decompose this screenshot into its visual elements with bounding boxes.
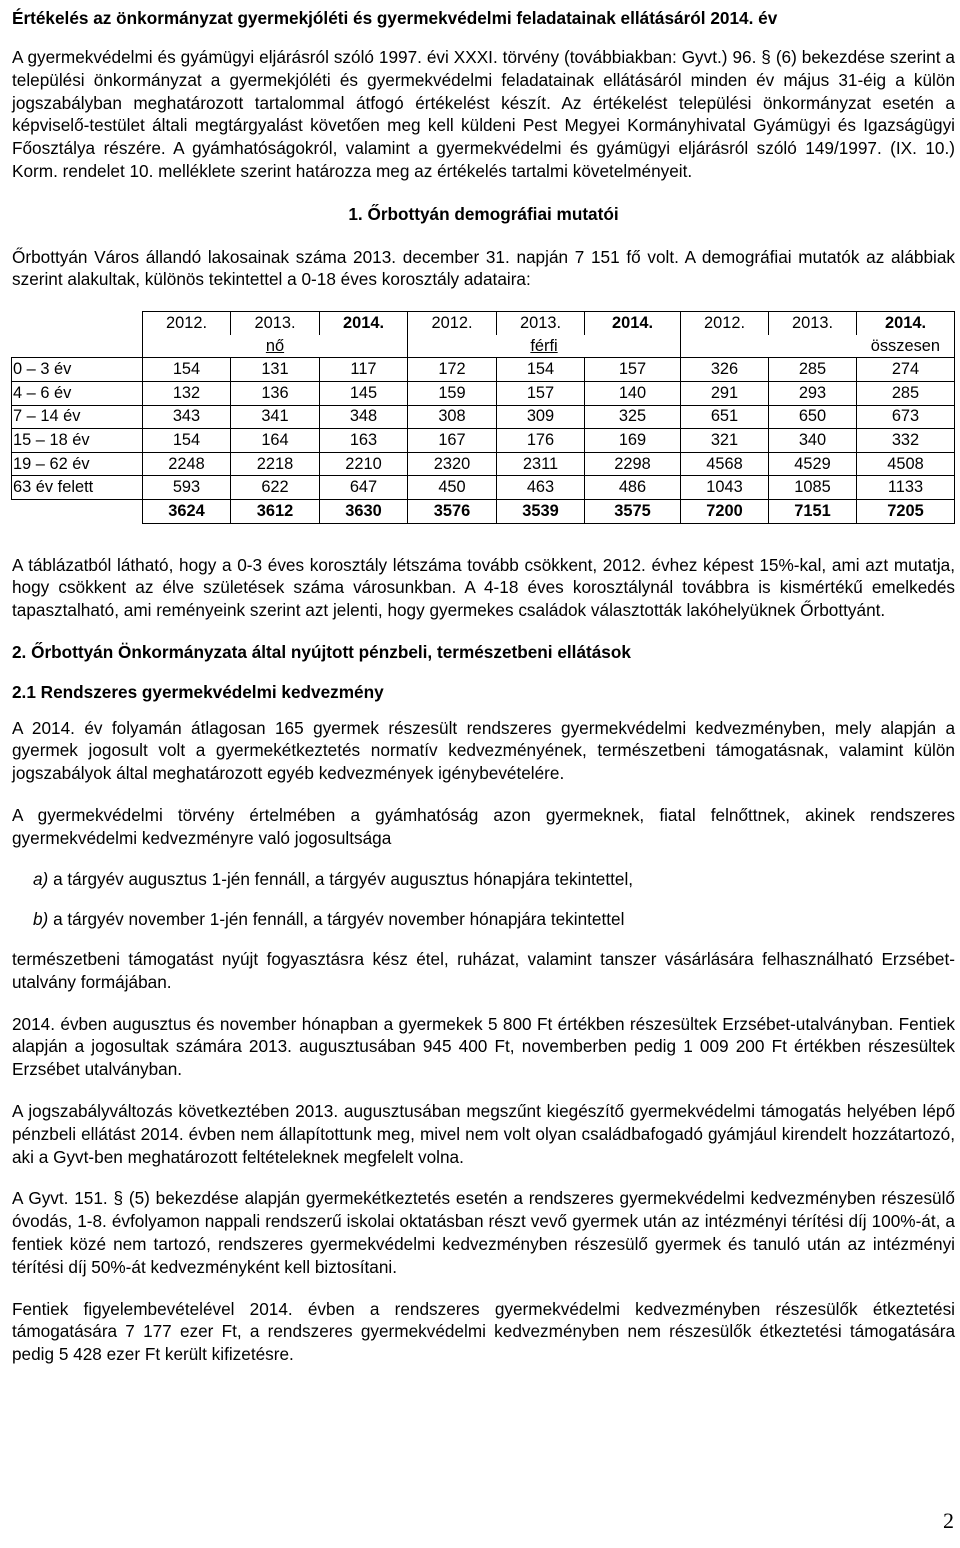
- table-row: [12, 476, 955, 500]
- row-label-cell: 63 év felett: [12, 476, 143, 500]
- table-cell: 159: [408, 381, 497, 405]
- table-cell: 1085: [769, 476, 857, 500]
- table-cell: 169: [585, 429, 681, 453]
- benefit-paragraph-4: 2014. évben augusztus és november hónapban a gyermekek 5 800 Ft értékben részesültek Erzsébet-utalványban. Fentiek alapján a jogosultak számára 2013. augusztusában 945 400 Ft, novemberben pedig 1 009 200 Ft értékben részesültek Erzsébet utalványban.: [12, 1013, 955, 1080]
- table-cell: 308: [408, 405, 497, 429]
- benefit-paragraph-6: A Gyvt. 151. § (5) bekezdése alapján gyermekétkeztetés esetén a rendszeres gyermekvédelmi kedvezményben részesülő óvodás, 1-8. évfolyamon nappali rendszerű iskolai oktatásban részt vevő gyermek után az intézményi térítési díj 100%-át, a fentiek közé nem tartozó, rendszeres gyermekvédelmi kedvezményben részesülő gyermek és tanuló után az intézményi térítési díj 50%-át kedvezményként kell biztosítani.: [12, 1188, 955, 1277]
- table-cell: 348: [320, 405, 408, 429]
- table-cell: 622: [231, 476, 320, 500]
- table-cell: 593: [143, 476, 231, 500]
- table-cell: 164: [231, 429, 320, 453]
- table-cell: 647: [320, 476, 408, 500]
- total-cell: 7200: [681, 499, 769, 523]
- row-label-cell: 15 – 18 év: [12, 429, 143, 453]
- table-cell: 309: [497, 405, 585, 429]
- table-cell: 4568: [681, 452, 769, 476]
- total-cell: 3575: [585, 499, 681, 523]
- year-header: 2013.: [769, 312, 857, 335]
- year-header: 2014.: [857, 312, 955, 335]
- table-cell: 136: [231, 381, 320, 405]
- group-header-total: összesen: [681, 335, 955, 358]
- table-cell: 154: [143, 429, 231, 453]
- table-row: [12, 429, 955, 453]
- section-1-heading: 1. Őrbottyán demográfiai mutatói: [348, 203, 619, 224]
- year-header: 2013.: [231, 312, 320, 335]
- document-title: Értékelés az önkormányzat gyermekjóléti és gyermekvédelmi feladatainak ellátásáról 2014. év: [12, 8, 778, 28]
- section-2-heading: 2. Őrbottyán Önkormányzata által nyújtott pénzbeli, természetbeni ellátások: [12, 641, 631, 662]
- total-label-cell: [12, 499, 143, 523]
- group-header-male: férfi: [408, 335, 681, 358]
- intro-paragraph: A gyermekvédelmi és gyámügyi eljárásról szóló 1997. évi XXXI. törvény (továbbiakban: Gyvt.) 96. § (6) bekezdése szerint a települési önkormányzat a gyermekjóléti és gyermekvédelmi feladatainak ellátásáról minden év május 31-éig a külön jogszabályban meghatározott tartalommal átfogó értékelést készít. Az értékelést települési önkormányzat esetén a képviselő-testület általi megtárgyalást követően meg kell küldeni Pest Megyei Kormányhivatal Gyámügyi és Igazságügyi Főosztálya részére. A gyámhatóságokról, valamint a gyermekvédelmi és gyámügyi eljárásról szóló 149/1997. (IX. 10.) Korm. rendelet 10. melléklete szerint határozza meg az értékelés tartalmi követelményeit.: [12, 47, 955, 181]
- year-header: 2014.: [585, 312, 681, 335]
- list-marker-a: a): [33, 869, 49, 890]
- table-cell: 321: [681, 429, 769, 453]
- table-analysis-paragraph: A táblázatból látható, hogy a 0-3 éves korosztály létszáma tovább csökkent, 2012. évhez képest 15%-kal, ami azt mutatja, hogy csökkent az élve születések száma városunkban. A 4-18 éves korosztálynál továbbra is kismértékű emelkedés tapasztalható, ami reményeink szerint azt jelenti, hogy gyermekes családok választották lakóhelyüknek Őrbottyánt.: [12, 554, 955, 621]
- table-cell: 673: [857, 405, 955, 429]
- row-label-cell: 19 – 62 év: [12, 452, 143, 476]
- group-header-female: nő: [143, 335, 408, 358]
- table-cell: 332: [857, 429, 955, 453]
- total-cell: 7205: [857, 499, 955, 523]
- table-cell: 293: [769, 381, 857, 405]
- list-text-a: a tárgyév augusztus 1-jén fennáll, a tárgyév augusztus hónapjára tekintettel,: [53, 869, 634, 890]
- table-cell: 163: [320, 429, 408, 453]
- table-total-row: [12, 499, 955, 523]
- list-item-b: [12, 908, 955, 931]
- section-2-1-heading: 2.1 Rendszeres gyermekvédelmi kedvezmény: [12, 681, 384, 702]
- list-text-b: a tárgyév november 1-jén fennáll, a tárgyév november hónapjára tekintettel: [53, 909, 625, 930]
- table-cell: 140: [585, 381, 681, 405]
- demographics-paragraph: Őrbottyán Város állandó lakosainak száma 2013. december 31. napján 7 151 fő volt. A demográfiai mutatók az alábbiak szerint alakultak, különös tekintettel a 0-18 éves korosztály adataira:: [12, 246, 955, 290]
- table-cell: 650: [769, 405, 857, 429]
- total-cell: 3539: [497, 499, 585, 523]
- table-cell: 172: [408, 358, 497, 382]
- table-cell: 4529: [769, 452, 857, 476]
- demographics-table: [11, 311, 955, 523]
- row-label-cell: 7 – 14 év: [12, 405, 143, 429]
- table-cell: 2210: [320, 452, 408, 476]
- table-cell: 340: [769, 429, 857, 453]
- benefit-paragraph-7: Fentiek figyelembevételével 2014. évben a rendszeres gyermekvédelmi kedvezményben részesülők étkeztetési támogatására 7 177 ezer Ft, a rendszeres gyermekvédelmi kedvezményben nem részesülők étkeztetési támogatására pedig 5 428 ezer Ft került kifizetésre.: [12, 1298, 955, 1365]
- table-cell: 285: [769, 358, 857, 382]
- row-label-cell: 0 – 3 év: [12, 358, 143, 382]
- list-item-a: [12, 868, 955, 891]
- table-cell: 145: [320, 381, 408, 405]
- table-cell: 157: [497, 381, 585, 405]
- year-header: 2012.: [143, 312, 231, 335]
- table-cell: 1043: [681, 476, 769, 500]
- list-marker-b: b): [33, 909, 49, 930]
- table-cell: 291: [681, 381, 769, 405]
- table-cell: 2248: [143, 452, 231, 476]
- table-cell: 2298: [585, 452, 681, 476]
- year-header: 2012.: [681, 312, 769, 335]
- year-header: 2012.: [408, 312, 497, 335]
- table-cell: 326: [681, 358, 769, 382]
- table-corner-cell: [12, 312, 143, 335]
- table-row: [12, 381, 955, 405]
- table-cell: 167: [408, 429, 497, 453]
- table-cell: 450: [408, 476, 497, 500]
- table-cell: 1133: [857, 476, 955, 500]
- table-cell: 651: [681, 405, 769, 429]
- table-cell: 157: [585, 358, 681, 382]
- table-cell: 117: [320, 358, 408, 382]
- page-number: 2: [943, 1508, 954, 1533]
- benefit-paragraph-2: A gyermekvédelmi törvény értelmében a gyámhatóság azon gyermeknek, fiatal felnőttnek, akinek rendszeres gyermekvédelmi kedvezményre való jogosultsága: [12, 804, 955, 848]
- table-cell: 154: [143, 358, 231, 382]
- year-header: 2013.: [497, 312, 585, 335]
- table-cell: 132: [143, 381, 231, 405]
- table-cell: 2311: [497, 452, 585, 476]
- table-cell: 274: [857, 358, 955, 382]
- row-label-cell: 4 – 6 év: [12, 381, 143, 405]
- table-row: [12, 452, 955, 476]
- table-cell: 486: [585, 476, 681, 500]
- table-cell: 463: [497, 476, 585, 500]
- table-cell: 341: [231, 405, 320, 429]
- table-group-row: [12, 335, 955, 358]
- benefit-paragraph-5: A jogszabályváltozás következtében 2013. augusztusában megszűnt kiegészítő gyermekvédelmi támogatás helyében lépő pénzbeli ellátást 2014. évben nem állapítottunk meg, mivel nem volt olyan családbafogadó gyámjául kirendelt hozzátartozó, aki a Gyvt-ben meghatározott feltételeknek megfelelt volna.: [12, 1101, 955, 1167]
- table-year-row: [12, 312, 955, 335]
- document-page: [12, 6, 955, 1385]
- year-header: 2014.: [320, 312, 408, 335]
- table-row: [12, 358, 955, 382]
- table-cell: 343: [143, 405, 231, 429]
- table-cell: 2320: [408, 452, 497, 476]
- total-cell: 3630: [320, 499, 408, 523]
- total-cell: 7151: [769, 499, 857, 523]
- benefit-paragraph-1: A 2014. év folyamán átlagosan 165 gyermek részesült rendszeres gyermekvédelmi kedvezményben, mely alapján a gyermek jogosult volt a gyermekétkeztetés normatív kedvezményének, természetbeni támogatásnak, valamint külön jogszabályok által meghatározott egyéb kedvezmények igénybevételére.: [12, 717, 955, 784]
- table-row: [12, 405, 955, 429]
- table-cell: 131: [231, 358, 320, 382]
- table-cell: 325: [585, 405, 681, 429]
- total-cell: 3576: [408, 499, 497, 523]
- table-cell: 2218: [231, 452, 320, 476]
- group-corner-cell: [12, 335, 143, 358]
- total-cell: 3612: [231, 499, 320, 523]
- table-cell: 285: [857, 381, 955, 405]
- table-cell: 176: [497, 429, 585, 453]
- table-cell: 154: [497, 358, 585, 382]
- table-cell: 4508: [857, 452, 955, 476]
- benefit-paragraph-3: természetbeni támogatást nyújt fogyasztásra kész étel, ruházat, valamint tanszer vásárlására felhasználható Erzsébet-utalvány formájában.: [12, 949, 955, 992]
- total-cell: 3624: [143, 499, 231, 523]
